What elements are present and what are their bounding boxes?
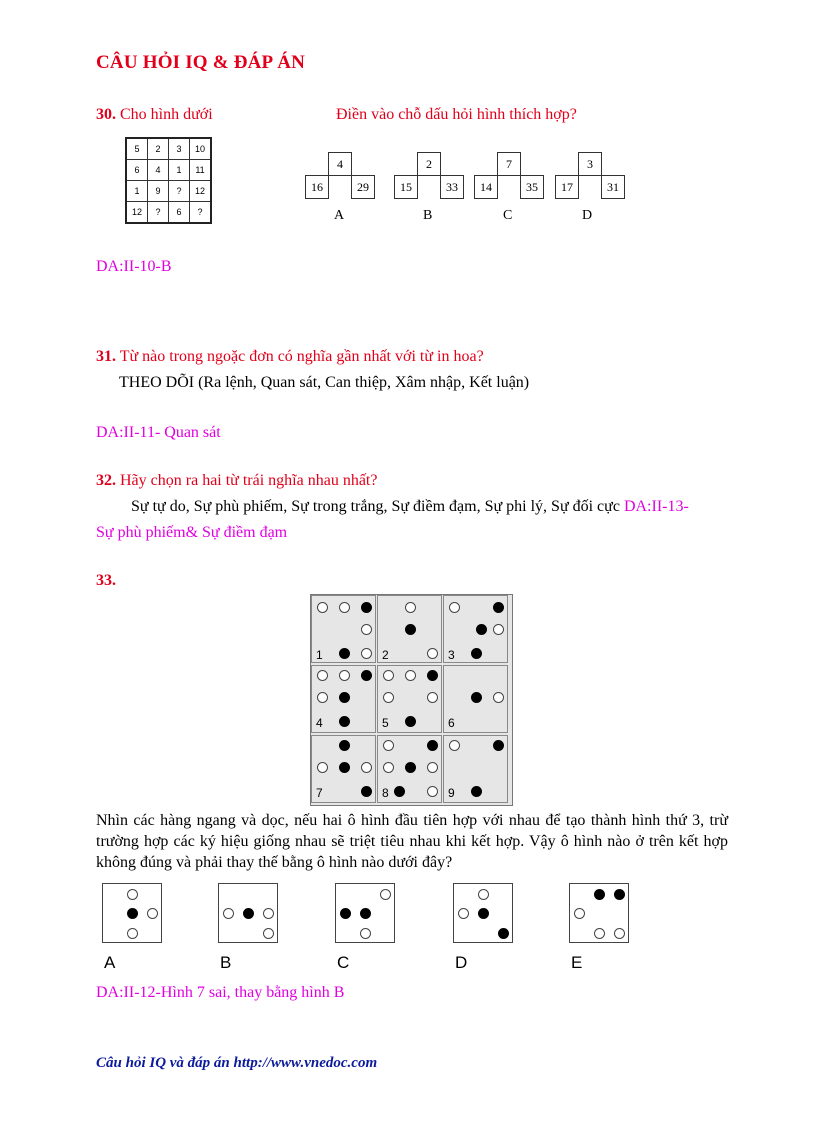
grid-cell: 6 bbox=[126, 160, 148, 181]
black-dot bbox=[339, 716, 350, 727]
black-dot bbox=[339, 648, 350, 659]
shape-left-value: 16 bbox=[305, 175, 329, 199]
grid-cell: 12 bbox=[126, 202, 148, 224]
word-list-text: Sự tự do, Sự phù phiếm, Sự trong trắng, Sự điềm đạm, Sự phi lý, Sự đối cực bbox=[131, 498, 620, 515]
black-dot bbox=[471, 786, 482, 797]
black-dot bbox=[127, 908, 138, 919]
question-instruction: Điền vào chỗ dấu hỏi hình thích hợp? bbox=[336, 106, 577, 123]
answer-label-b: B bbox=[220, 953, 232, 972]
white-dot bbox=[263, 928, 274, 939]
white-dot bbox=[127, 928, 138, 939]
white-dot bbox=[317, 602, 328, 613]
question-number: 32. bbox=[96, 472, 116, 489]
question-prompt: Cho hình dưới bbox=[120, 106, 213, 123]
black-dot bbox=[360, 908, 371, 919]
grid-cell: 1 bbox=[169, 160, 190, 181]
grid-cell: ? bbox=[169, 181, 190, 202]
puzzle-cell-8 bbox=[377, 735, 442, 803]
grid-cell: 10 bbox=[190, 138, 212, 160]
shape-top-value: 4 bbox=[328, 152, 352, 176]
shape-left-value: 15 bbox=[394, 175, 418, 199]
black-dot bbox=[405, 624, 416, 635]
white-dot bbox=[383, 740, 394, 751]
white-dot bbox=[223, 908, 234, 919]
black-dot bbox=[405, 716, 416, 727]
shape-top-value: 3 bbox=[578, 152, 602, 176]
grid-cell: 2 bbox=[148, 138, 169, 160]
white-dot bbox=[383, 692, 394, 703]
answer-30: DA:II-10-B bbox=[96, 258, 172, 275]
option-label-a: A bbox=[334, 208, 345, 223]
dot-puzzle-grid bbox=[310, 594, 513, 806]
black-dot bbox=[427, 670, 438, 681]
cell-label: 7 bbox=[316, 786, 323, 800]
grid-cell: 11 bbox=[190, 160, 212, 181]
puzzle-cell-9 bbox=[443, 735, 508, 803]
shape-top-value: 2 bbox=[417, 152, 441, 176]
white-dot bbox=[427, 648, 438, 659]
black-dot bbox=[614, 889, 625, 900]
answer-box-d bbox=[453, 883, 513, 943]
white-dot bbox=[339, 670, 350, 681]
shape-left-value: 17 bbox=[555, 175, 579, 199]
cell-label: 6 bbox=[448, 716, 455, 730]
white-dot bbox=[127, 889, 138, 900]
black-dot bbox=[493, 602, 504, 613]
question-31 bbox=[96, 348, 484, 366]
answer-label-c: C bbox=[337, 953, 350, 972]
white-dot bbox=[449, 740, 460, 751]
white-dot bbox=[147, 908, 158, 919]
question-30 bbox=[96, 106, 213, 124]
answer-box-b bbox=[218, 883, 278, 943]
white-dot bbox=[405, 602, 416, 613]
white-dot bbox=[427, 692, 438, 703]
black-dot bbox=[243, 908, 254, 919]
black-dot bbox=[339, 762, 350, 773]
word-list: THEO DÕI (Ra lệnh, Quan sát, Can thiệp, Xâm nhập, Kết luận) bbox=[119, 374, 530, 391]
option-shape-c bbox=[472, 150, 548, 204]
question-32 bbox=[96, 472, 377, 490]
option-shape-b bbox=[392, 150, 468, 204]
white-dot bbox=[317, 692, 328, 703]
black-dot bbox=[427, 740, 438, 751]
black-dot bbox=[471, 692, 482, 703]
option-label-b: B bbox=[423, 208, 433, 223]
white-dot bbox=[317, 762, 328, 773]
option-label-c: C bbox=[503, 208, 513, 223]
cell-label: 5 bbox=[382, 716, 389, 730]
shape-right-value: 33 bbox=[440, 175, 464, 199]
white-dot bbox=[361, 624, 372, 635]
shape-right-value: 35 bbox=[520, 175, 544, 199]
answer-box-a bbox=[102, 883, 162, 943]
grid-cell: 6 bbox=[169, 202, 190, 224]
answer-label-a: A bbox=[104, 953, 116, 972]
black-dot bbox=[498, 928, 509, 939]
puzzle-cell-5 bbox=[377, 665, 442, 733]
grid-cell: 1 bbox=[126, 181, 148, 202]
black-dot bbox=[405, 762, 416, 773]
shape-right-value: 31 bbox=[601, 175, 625, 199]
question-number-33: 33. bbox=[96, 572, 116, 589]
puzzle-cell-4 bbox=[311, 665, 376, 733]
cell-label: 8 bbox=[382, 786, 389, 800]
white-dot bbox=[383, 762, 394, 773]
black-dot bbox=[361, 602, 372, 613]
puzzle-cell-7 bbox=[311, 735, 376, 803]
white-dot bbox=[427, 786, 438, 797]
white-dot bbox=[614, 928, 625, 939]
answer-box-c bbox=[335, 883, 395, 943]
cell-label: 1 bbox=[316, 648, 323, 662]
grid-cell: 4 bbox=[148, 160, 169, 181]
black-dot bbox=[594, 889, 605, 900]
footer-text: Câu hỏi IQ và đáp án http://www.vnedoc.com bbox=[96, 1055, 378, 1071]
black-dot bbox=[471, 648, 482, 659]
black-dot bbox=[476, 624, 487, 635]
page-title: CÂU HỎI IQ & ĐÁP ÁN bbox=[96, 52, 306, 73]
cell-label: 9 bbox=[448, 786, 455, 800]
white-dot bbox=[339, 602, 350, 613]
white-dot bbox=[574, 908, 585, 919]
white-dot bbox=[449, 602, 460, 613]
grid-cell: 5 bbox=[126, 138, 148, 160]
question-number: 30. bbox=[96, 106, 116, 123]
black-dot bbox=[478, 908, 489, 919]
grid-cell: ? bbox=[190, 202, 212, 224]
word-list bbox=[131, 498, 689, 516]
puzzle-cell-3 bbox=[443, 595, 508, 663]
option-shape-a bbox=[303, 150, 379, 204]
black-dot bbox=[361, 670, 372, 681]
puzzle-cell-2 bbox=[377, 595, 442, 663]
grid-cell: 3 bbox=[169, 138, 190, 160]
question-number: 31. bbox=[96, 348, 116, 365]
white-dot bbox=[458, 908, 469, 919]
black-dot bbox=[361, 786, 372, 797]
white-dot bbox=[361, 762, 372, 773]
white-dot bbox=[493, 692, 504, 703]
number-grid bbox=[125, 137, 212, 224]
shape-top-value: 7 bbox=[497, 152, 521, 176]
answer-33: DA:II-12-Hình 7 sai, thay bằng hình B bbox=[96, 984, 345, 1001]
shape-left-value: 14 bbox=[474, 175, 498, 199]
white-dot bbox=[383, 670, 394, 681]
white-dot bbox=[493, 624, 504, 635]
answer-label-e: E bbox=[571, 953, 583, 972]
white-dot bbox=[478, 889, 489, 900]
white-dot bbox=[594, 928, 605, 939]
grid-cell: 9 bbox=[148, 181, 169, 202]
white-dot bbox=[405, 670, 416, 681]
black-dot bbox=[394, 786, 405, 797]
answer-31: DA:II-11- Quan sát bbox=[96, 424, 221, 441]
shape-right-value: 29 bbox=[351, 175, 375, 199]
black-dot bbox=[339, 692, 350, 703]
answer-label-d: D bbox=[455, 953, 468, 972]
puzzle-cell-1 bbox=[311, 595, 376, 663]
black-dot bbox=[339, 740, 350, 751]
question-prompt: Hãy chọn ra hai từ trái nghĩa nhau nhất? bbox=[120, 472, 378, 489]
cell-label: 2 bbox=[382, 648, 389, 662]
answer-32-part2: Sự phù phiếm& Sự điềm đạm bbox=[96, 524, 288, 541]
grid-cell: 12 bbox=[190, 181, 212, 202]
white-dot bbox=[360, 928, 371, 939]
answer-32-part1: DA:II-13- bbox=[623, 498, 689, 515]
cell-label: 3 bbox=[448, 648, 455, 662]
puzzle-cell-6 bbox=[443, 665, 508, 733]
question-33-description: Nhìn các hàng ngang và dọc, nếu hai ô hình đầu tiên hợp với nhau để tạo thành hình thứ 3, trừ trường hợp các ký hiệu giống nhau sẽ triệt tiêu nhau khi kết hợp. Vậy ô hình nào ở trên kết hợp không đúng và phải thay thế bằng ô hình nào dưới đây? bbox=[96, 812, 728, 871]
cell-label: 4 bbox=[316, 716, 323, 730]
white-dot bbox=[263, 908, 274, 919]
option-label-d: D bbox=[582, 208, 593, 223]
grid-cell: ? bbox=[148, 202, 169, 224]
white-dot bbox=[427, 762, 438, 773]
white-dot bbox=[361, 648, 372, 659]
white-dot bbox=[380, 889, 391, 900]
white-dot bbox=[317, 670, 328, 681]
black-dot bbox=[340, 908, 351, 919]
option-shape-d bbox=[553, 150, 629, 204]
question-prompt: Từ nào trong ngoặc đơn có nghĩa gần nhất với từ in hoa? bbox=[119, 348, 484, 365]
black-dot bbox=[493, 740, 504, 751]
answer-box-e bbox=[569, 883, 629, 943]
